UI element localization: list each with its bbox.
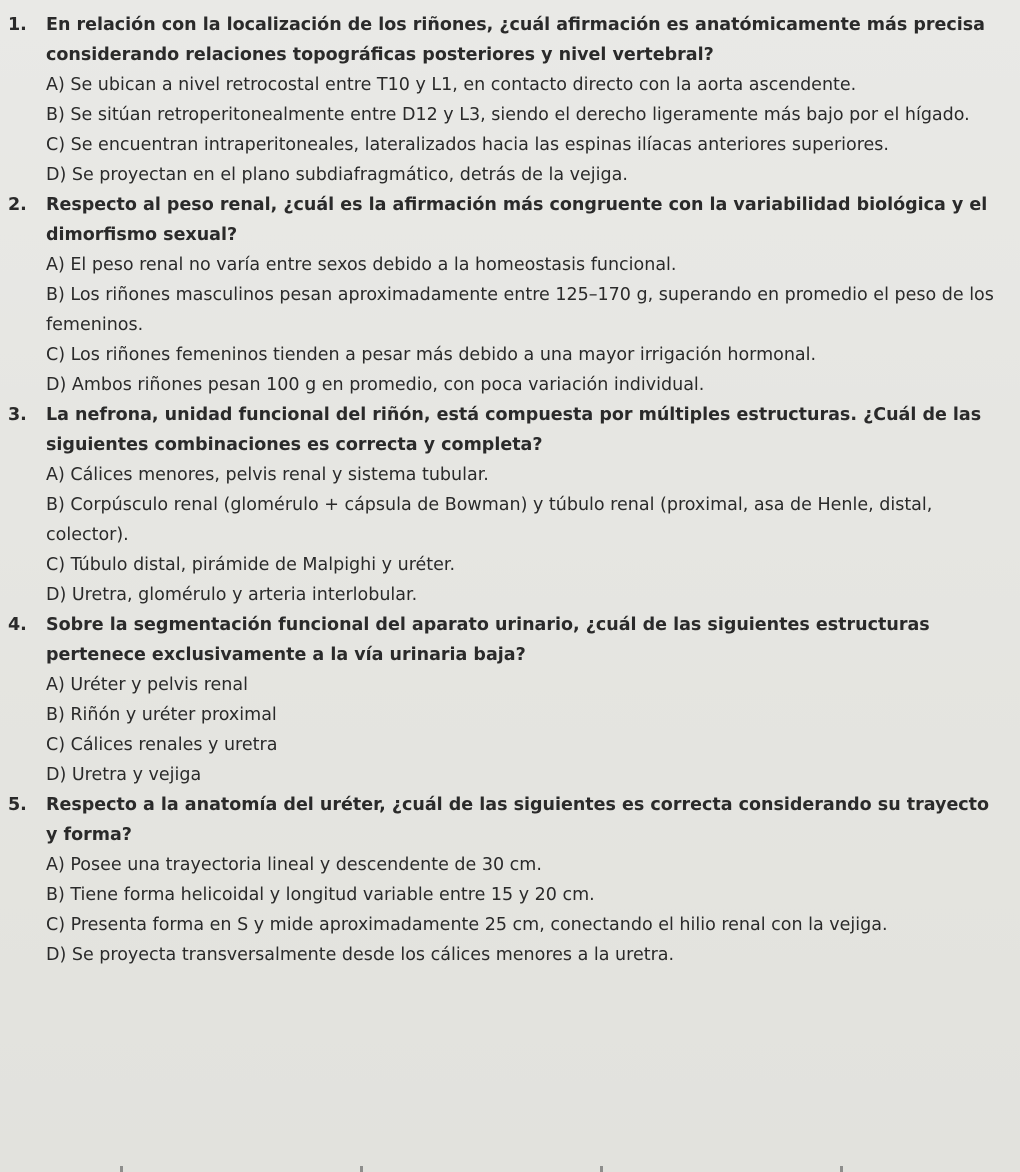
question-text: En relación con la localización de los riñones, ¿cuál afirmación es anatómicamente más precisa considerando relaciones topográficas posteriores y nivel vertebral? xyxy=(46,15,985,65)
option-b: B) Corpúsculo renal (glomérulo + cápsula de Bowman) y túbulo renal (proximal, asa de Henle, distal, colector). xyxy=(46,495,933,545)
option-a: A) Se ubican a nivel retrocostal entre T10 y L1, en contacto directo con la aorta ascendente. xyxy=(46,75,857,95)
question-2 xyxy=(8,190,1004,400)
option-list xyxy=(46,460,1004,610)
next-page-text-edge xyxy=(0,1166,1020,1172)
option-list xyxy=(46,70,1004,190)
question-number: 1. xyxy=(8,15,27,35)
option-b: B) Los riñones masculinos pesan aproximadamente entre 125–170 g, superando en promedio el peso de los femeninos. xyxy=(46,285,994,335)
option-b: B) Se sitúan retroperitonealmente entre D12 y L3, siendo el derecho ligeramente más bajo por el hígado. xyxy=(46,105,970,125)
question-text: La nefrona, unidad funcional del riñón, está compuesta por múltiples estructuras. ¿Cuál de las siguientes combinaciones es correcta y completa? xyxy=(46,405,982,455)
question-text: Sobre la segmentación funcional del aparato urinario, ¿cuál de las siguientes estructuras pertenece exclusivamente a la vía urinaria baja? xyxy=(46,615,930,665)
option-list xyxy=(46,670,1004,790)
option-d: D) Se proyectan en el plano subdiafragmático, detrás de la vejiga. xyxy=(46,165,628,185)
question-5 xyxy=(8,790,1004,970)
option-c: C) Túbulo distal, pirámide de Malpighi y uréter. xyxy=(46,555,456,575)
option-d: D) Uretra y vejiga xyxy=(46,765,202,785)
option-a: A) Cálices menores, pelvis renal y sistema tubular. xyxy=(46,465,489,485)
option-c: C) Se encuentran intraperitoneales, lateralizados hacia las espinas ilíacas anteriores superiores. xyxy=(46,135,889,155)
option-c: C) Cálices renales y uretra xyxy=(46,735,278,755)
option-list xyxy=(46,250,1004,400)
question-text: Respecto a la anatomía del uréter, ¿cuál de las siguientes es correcta considerando su trayecto y forma? xyxy=(46,795,990,845)
question-1 xyxy=(8,10,1004,190)
question-text: Respecto al peso renal, ¿cuál es la afirmación más congruente con la variabilidad biológica y el dimorfismo sexual? xyxy=(46,195,988,245)
question-3 xyxy=(8,400,1004,610)
question-number: 3. xyxy=(8,405,27,425)
option-b: B) Riñón y uréter proximal xyxy=(46,705,277,725)
option-d: D) Uretra, glomérulo y arteria interlobular. xyxy=(46,585,418,605)
option-a: A) Posee una trayectoria lineal y descendente de 30 cm. xyxy=(46,855,542,875)
option-b: B) Tiene forma helicoidal y longitud variable entre 15 y 20 cm. xyxy=(46,885,595,905)
option-d: D) Se proyecta transversalmente desde los cálices menores a la uretra. xyxy=(46,945,675,965)
option-a: A) Uréter y pelvis renal xyxy=(46,675,248,695)
question-number: 4. xyxy=(8,615,27,635)
question-number: 2. xyxy=(8,195,27,215)
question-4 xyxy=(8,610,1004,790)
option-d: D) Ambos riñones pesan 100 g en promedio, con poca variación individual. xyxy=(46,375,705,395)
option-a: A) El peso renal no varía entre sexos debido a la homeostasis funcional. xyxy=(46,255,677,275)
option-c: C) Los riñones femeninos tienden a pesar más debido a una mayor irrigación hormonal. xyxy=(46,345,817,365)
question-number: 5. xyxy=(8,795,27,815)
option-list xyxy=(46,850,1004,970)
option-c: C) Presenta forma en S y mide aproximadamente 25 cm, conectando el hilio renal con la vejiga. xyxy=(46,915,888,935)
